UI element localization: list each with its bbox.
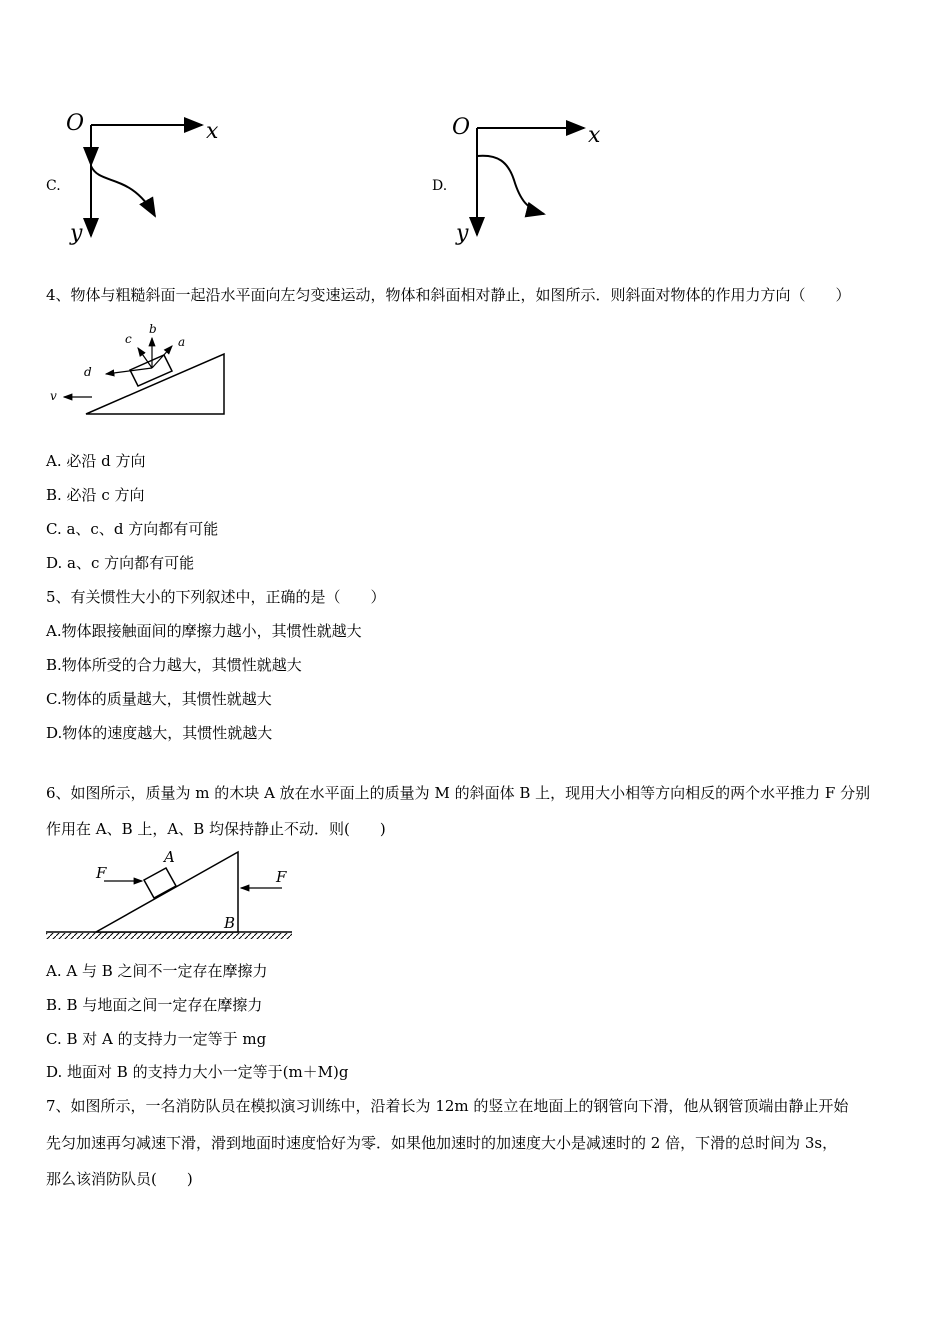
q4-stem: 4、物体与粗糙斜面一起沿水平面向左匀变速运动，物体和斜面相对静止，如图所示．则斜面对物体的作用力方向（ ） [46, 286, 851, 304]
option-c-figure [60, 108, 235, 248]
option-d-figure [446, 112, 621, 247]
q4-label-a: a [178, 335, 186, 349]
q6-ground-hatch [46, 933, 292, 939]
q4-label-v: v [50, 389, 57, 403]
option-c-label: C. [46, 178, 61, 194]
q5-option-d: D.物体的速度越大，其惯性就越大 [46, 724, 273, 742]
option-c-trajectory [91, 166, 155, 216]
q4-label-d: d [84, 365, 92, 379]
q6-option-c: C. B 对 A 的支持力一定等于 mg [46, 1030, 267, 1048]
option-d-trajectory [477, 156, 544, 214]
q6-option-d: D. 地面对 B 的支持力大小一定等于(m＋M)g [46, 1063, 349, 1081]
q5-option-c: C.物体的质量越大，其惯性就越大 [46, 690, 272, 708]
option-c-origin: O [66, 111, 85, 136]
option-c-x-label: x [206, 119, 219, 144]
q7-stem-line1: 7、如图所示，一名消防队员在模拟演习训练中，沿着长为 12m 的竖立在地面上的钢管向下滑，他从钢管顶端由静止开始 [46, 1097, 849, 1115]
q4-diagram [46, 318, 236, 418]
q6-diagram [44, 846, 294, 942]
q4-option-b: B. 必沿 c 方向 [46, 486, 145, 504]
q6-option-a: A. A 与 B 之间不一定存在摩擦力 [46, 962, 268, 980]
q5-stem: 5、有关惯性大小的下列叙述中，正确的是（ ） [46, 588, 386, 606]
q6-label-f-left: F [96, 864, 107, 882]
q6-label-f-right: F [276, 868, 287, 886]
option-d-y-label: y [456, 221, 469, 246]
q6-stem-line2: 作用在 A、B 上，A、B 均保持静止不动．则( ) [46, 820, 386, 838]
q5-option-b: B.物体所受的合力越大，其惯性就越大 [46, 656, 302, 674]
option-d-x-label: x [588, 123, 601, 148]
q5-option-a: A.物体跟接触面间的摩擦力越小，其惯性就越大 [46, 622, 362, 640]
q7-stem-line3: 那么该消防队员( ) [46, 1170, 193, 1188]
q4-option-a: A. 必沿 d 方向 [46, 452, 146, 470]
q6-label-a: A [164, 848, 175, 866]
q4-option-d: D. a、c 方向都有可能 [46, 554, 195, 572]
q6-option-b: B. B 与地面之间一定存在摩擦力 [46, 996, 263, 1014]
q7-stem-line2: 先匀加速再匀减速下滑，滑到地面时速度恰好为零．如果他加速时的加速度大小是减速时的 2 倍，下滑的总时间为 3s， [46, 1134, 838, 1152]
q6-label-b: B [224, 914, 236, 932]
option-c-y-label: y [70, 221, 83, 246]
q6-stem-line1: 6、如图所示，质量为 m 的木块 A 放在水平面上的质量为 M 的斜面体 B 上，现用大小相等方向相反的两个水平推力 F 分别 [46, 784, 871, 802]
q4-label-b: b [149, 322, 157, 336]
option-d-origin: O [452, 115, 471, 140]
q4-label-c: c [125, 332, 132, 346]
option-d-label: D. [432, 178, 448, 194]
q4-option-c: C. a、c、d 方向都有可能 [46, 520, 219, 538]
